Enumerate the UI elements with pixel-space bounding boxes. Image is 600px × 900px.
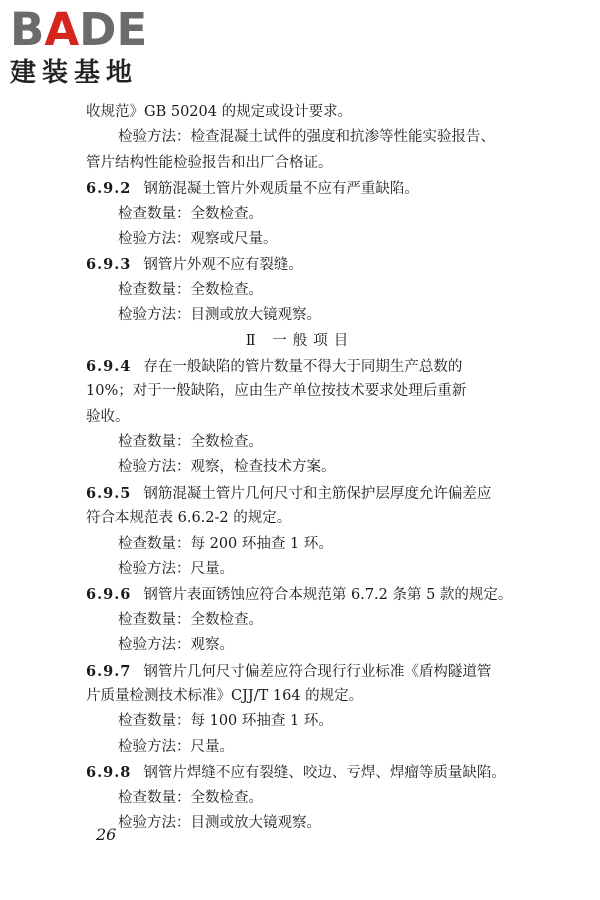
clause-number: 6.9.8 [86, 764, 132, 782]
logo-letter-a: A [44, 3, 80, 56]
body-line: 检查数量：全数检查。 [118, 205, 263, 222]
clause-line [0, 176, 600, 201]
body-line: 检验方法：检查混凝土试件的强度和抗渗等性能实验报告、 [118, 129, 495, 146]
clause-line [0, 659, 600, 684]
clause-number: 6.9.4 [86, 357, 132, 375]
body-line: 检查数量：全数检查。 [118, 281, 263, 298]
body-line: 检查数量：每 200 环抽查 1 环。 [118, 535, 333, 552]
body-line: 10%；对于一般缺陷，应由生产单位按技术要求处理后重新 [86, 383, 467, 400]
clause-line [0, 481, 600, 506]
page-number: 26 [96, 825, 117, 844]
body-line: 检验方法：观察，检查技术方案。 [118, 459, 336, 476]
body-line: 检验方法：观察。 [118, 637, 234, 654]
clause-text: 存在一般缺陷的管片数量不得大于同期生产总数的 [143, 358, 463, 375]
clause-text: 钢管片外观不应有裂缝。 [143, 257, 303, 274]
body-line: 检查数量：全数检查。 [118, 434, 263, 451]
section-heading: Ⅱ 一般项目 [245, 332, 355, 349]
body-line: 检查数量：每 100 环抽查 1 环。 [118, 713, 333, 730]
brand-logo [10, 3, 210, 92]
body-line: 检查数量：全数检查。 [118, 789, 263, 806]
logo-letters-de: DE [79, 3, 148, 56]
body-line: 符合本规范表 6.6.2-2 的规定。 [86, 510, 292, 527]
clause-number: 6.9.5 [86, 484, 132, 502]
logo-letters [10, 3, 148, 56]
clause-number: 6.9.6 [86, 586, 132, 604]
clause-line [0, 252, 600, 277]
clause-text: 钢筋混凝土管片几何尺寸和主筋保护层厚度允许偏差应 [143, 485, 492, 502]
body-line: 检验方法：尺量。 [118, 561, 234, 578]
clause-number: 6.9.2 [86, 180, 132, 198]
body-line: 检查数量：全数检查。 [118, 611, 263, 628]
clause-text: 钢筋混凝土管片外观质量不应有严重缺陷。 [143, 181, 419, 198]
logo-letter-b: B [10, 3, 45, 56]
body-line: 收规范》GB 50204 的规定或设计要求。 [86, 104, 353, 120]
document-body [0, 100, 600, 836]
body-line: 验收。 [86, 408, 130, 425]
clause-text: 钢管片表面锈蚀应符合本规范第 6.7.2 条第 5 款的规定。 [143, 587, 513, 604]
clause-line [0, 760, 600, 785]
clause-number: 6.9.7 [86, 662, 132, 680]
clause-number: 6.9.3 [86, 256, 132, 274]
clause-text: 钢管片几何尺寸偏差应符合现行行业标准《盾构隧道管 [143, 663, 492, 680]
body-line: 检验方法：尺量。 [118, 738, 234, 755]
body-line: 检验方法：目测或放大镜观察。 [118, 307, 321, 324]
clause-line [0, 354, 600, 379]
logo-wordmark [10, 3, 210, 56]
body-line: 片质量检测技术标准》CJJ/T 164 的规定。 [86, 687, 364, 704]
body-line: 检验方法：目测或放大镜观察。 [118, 814, 321, 831]
body-line: 管片结构性能检验报告和出厂合格证。 [86, 154, 333, 171]
logo-subtitle: 建装基地 [10, 58, 139, 88]
body-line: 检验方法：观察或尺量。 [118, 230, 278, 247]
clause-line [0, 582, 600, 607]
clause-text: 钢管片焊缝不应有裂缝、咬边、亏焊、焊瘤等质量缺陷。 [143, 765, 506, 782]
